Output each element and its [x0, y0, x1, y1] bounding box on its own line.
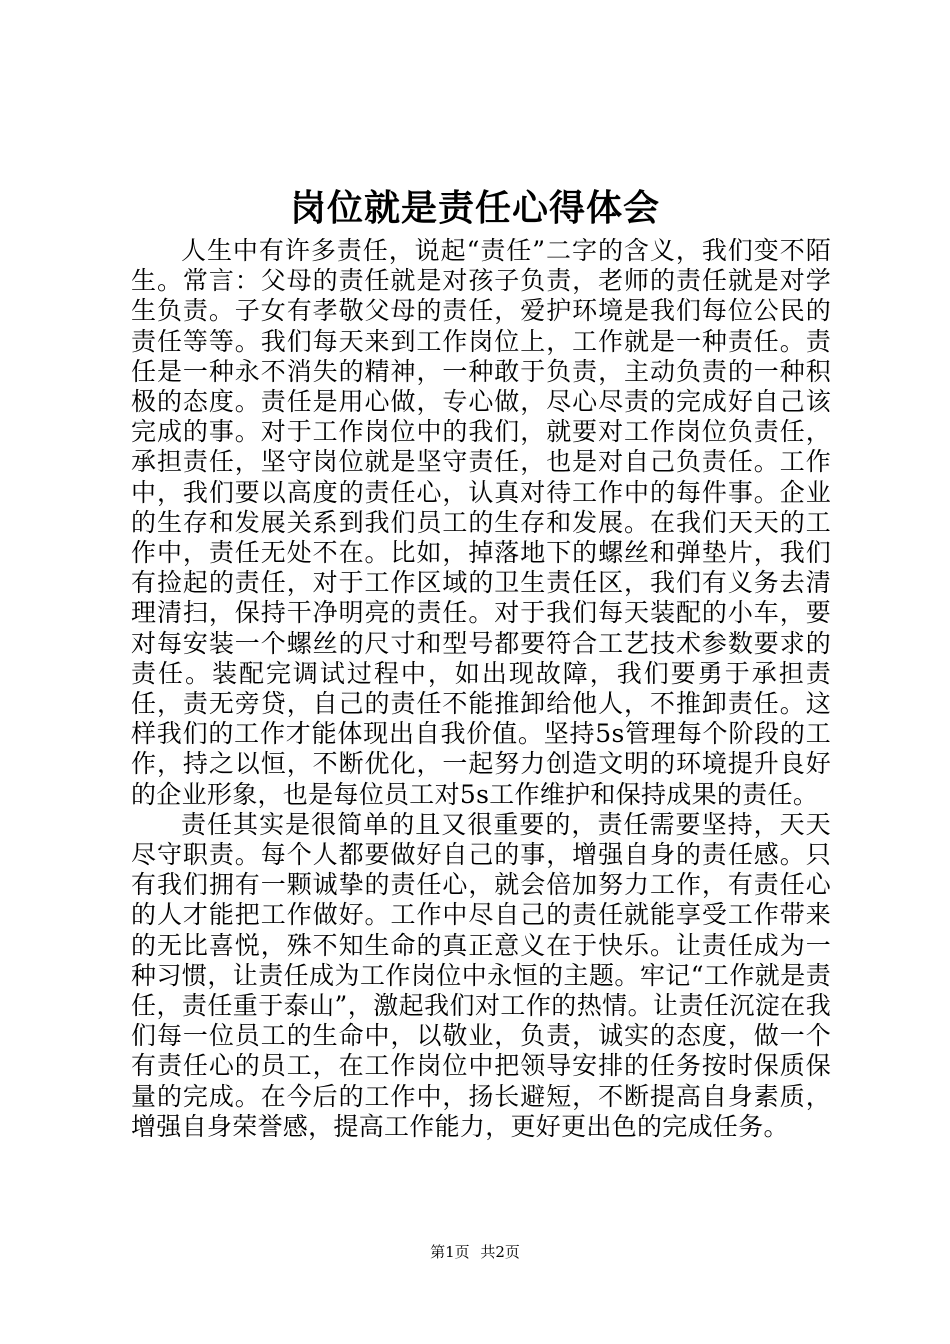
- paragraph-2: 责任其实是很简单的且又很重要的，责任需要坚持，天天尽守职责。每个人都要做好自己的事，增强自身的责任感。只有我们拥有一颗诚挚的责任心，就会倍加努力工作，有责任心的人才能把工作做好。工作中尽自己的责任就能享受工作带来的无比喜悦，殊不知生命的真正意义在于快乐。让责任成为一种习惯，让责任成为工作岗位中永恒的主题。牢记“工作就是责任，责任重于泰山”，激起我们对工作的热情。让责任沉淀在我们每一位员工的生命中，以敬业，负责，诚实的态度，做一个有责任心的员工，在工作岗位中把领导安排的任务按时保质保量的完成。在今后的工作中，扬长避短，不断提高自身素质，增强自身荣誉感，提高工作能力，更好更出色的完成任务。: [131, 809, 831, 1141]
- document-title: 岗位就是责任心得体会: [289, 187, 660, 229]
- document-body: [131, 236, 831, 1142]
- paragraph-1: 人生中有许多责任，说起“责任”二字的含义，我们变不陌生。常言：父母的责任就是对孩子负责，老师的责任就是对学生负责。子女有孝敬父母的责任，爱护环境是我们每位公民的责任等等。我们每天来到工作岗位上，工作就是一种责任。责任是一种永不消失的精神，一种敢于负责，主动负责的一种积极的态度。责任是用心做，专心做，尽心尽责的完成好自己该完成的事。对于工作岗位中的我们，就要对工作岗位负责任，承担责任，坚守岗位就是坚守责任，也是对自己负责任。工作中，我们要以高度的责任心，认真对待工作中的每件事。企业的生存和发展关系到我们员工的生存和发展。在我们天天的工作中，责任无处不在。比如，掉落地下的螺丝和弹垫片，我们有捡起的责任，对于工作区域的卫生责任区，我们有义务去清理清扫，保持干净明亮的责任。对于我们每天装配的小车，要对每安装一个螺丝的尺寸和型号都要符合工艺技术参数要求的责任。装配完调试过程中，如出现故障，我们要勇于承担责任，责无旁贷，自己的责任不能推卸给他人，不推卸责任。这样我们的工作才能体现出自我价值。坚持5s管理每个阶段的工作，持之以恒，不断优化，一起努力创造文明的环境提升良好的企业形象，也是每位员工对5s工作维护和保持成果的责任。: [131, 236, 831, 809]
- page-footer: 第1页 共2页: [430, 1243, 520, 1261]
